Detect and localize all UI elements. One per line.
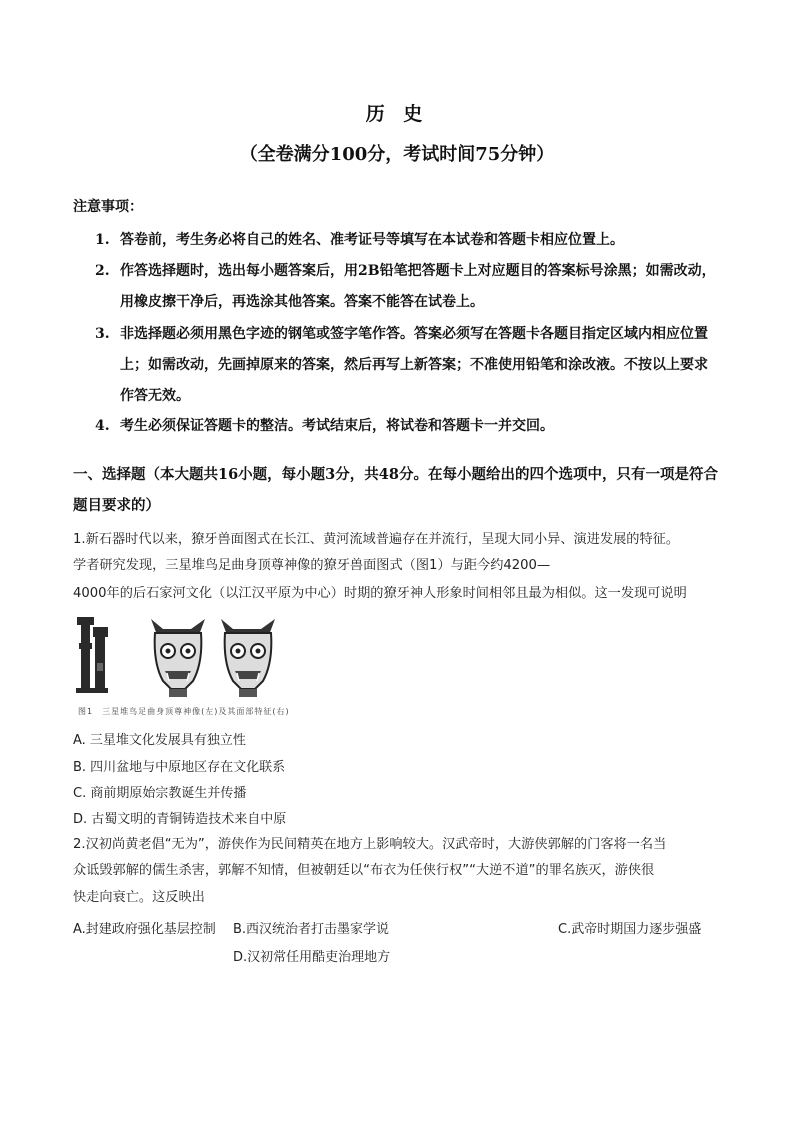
notice-item-number: 1.	[95, 232, 110, 248]
question-1-option-a: A. 三星堆文化发展具有独立性	[73, 733, 246, 748]
mask-face-right	[221, 619, 275, 697]
question-1-line-2: 学者研究发现，三星堆鸟足曲身顶尊神像的獠牙兽面图式（图1）与距今约4200—	[73, 558, 551, 573]
notice-item-text: 作答选择题时，选出每小题答案后，用2B铅笔把答题卡上对应题目的答案标号涂黑；如需改动，用橡皮擦干净后，再选涂其他答案。答案不能答在试卷上。	[120, 263, 716, 310]
notice-item-text: 答卷前，考生务必将自己的姓名、准考证号等填写在本试卷和答题卡相应位置上。	[120, 232, 624, 248]
notice-item-2	[95, 256, 720, 318]
question-2-line-2: 众诋毁郭解的儒生杀害，郭解不知情，但被朝廷以“布衣为任侠行权”“大逆不道”的罪名族灭，游侠很	[73, 863, 655, 878]
mask-face-left	[151, 619, 205, 697]
statue-figure	[76, 617, 108, 693]
notice-heading: 注意事项：	[73, 199, 143, 215]
question-1-option-c: C. 商前期原始宗教诞生并传播	[73, 786, 247, 801]
notice-item-4	[95, 411, 720, 442]
notice-item-number: 2.	[95, 263, 110, 279]
question-2-option-b: B.西汉统治者打击墨家学说	[233, 922, 390, 937]
question-2-option-c: C.武帝时期国力逐步强盛	[558, 922, 702, 937]
page-subtitle: （全卷满分100分，考试时间75分钟）	[239, 144, 555, 165]
question-2-option-d: D.汉初常任用酷吏治理地方	[233, 950, 391, 965]
question-2-line-1: 2.汉初尚黄老倡“无为”，游侠作为民间精英在地方上影响较大。汉武帝时，大游侠郭解的门客将一名当	[73, 837, 667, 852]
figure-1-image	[73, 613, 295, 721]
question-1-option-b: B. 四川盆地与中原地区存在文化联系	[73, 760, 286, 775]
notice-item-number: 3.	[95, 326, 110, 342]
figure-1-caption: 图1 三星堆鸟足曲身顶尊神像(左)及其面部特征(右)	[78, 707, 290, 716]
notice-item-1	[95, 225, 720, 256]
notice-item-text: 非选择题必须用黑色字迹的钢笔或签字笔作答。答案必须写在答题卡各题目指定区域内相应位置上；如需改动，先画掉原来的答案，然后再写上新答案；不准使用铅笔和涂改液。不按以上要求作答无效。	[120, 326, 708, 404]
notice-item-number: 4.	[95, 418, 110, 434]
question-1-line-3: 4000年的后石家河文化（以江汉平原为中心）时期的獠牙神人形象时间相邻且最为相似。这一发现可说明	[73, 586, 687, 601]
question-1-line-1: 1.新石器时代以来，獠牙兽面图式在长江、黄河流域普遍存在并流行，呈现大同小异、演进发展的特征。	[73, 532, 680, 547]
page-title: 历 史	[365, 103, 429, 125]
question-2-option-a: A.封建政府强化基层控制	[73, 922, 216, 937]
question-1-option-d: D. 古蜀文明的青铜铸造技术来自中原	[73, 812, 287, 827]
section-heading: 一、选择题（本大题共16小题，每小题3分，共48分。在每小题给出的四个选项中，只有一项是符合题目要求的）	[73, 466, 718, 514]
notice-item-text: 考生必须保证答题卡的整洁。考试结束后，将试卷和答题卡一并交回。	[120, 418, 554, 434]
notice-item-3	[95, 319, 720, 412]
question-2-line-3: 快走向衰亡。这反映出	[73, 890, 205, 905]
